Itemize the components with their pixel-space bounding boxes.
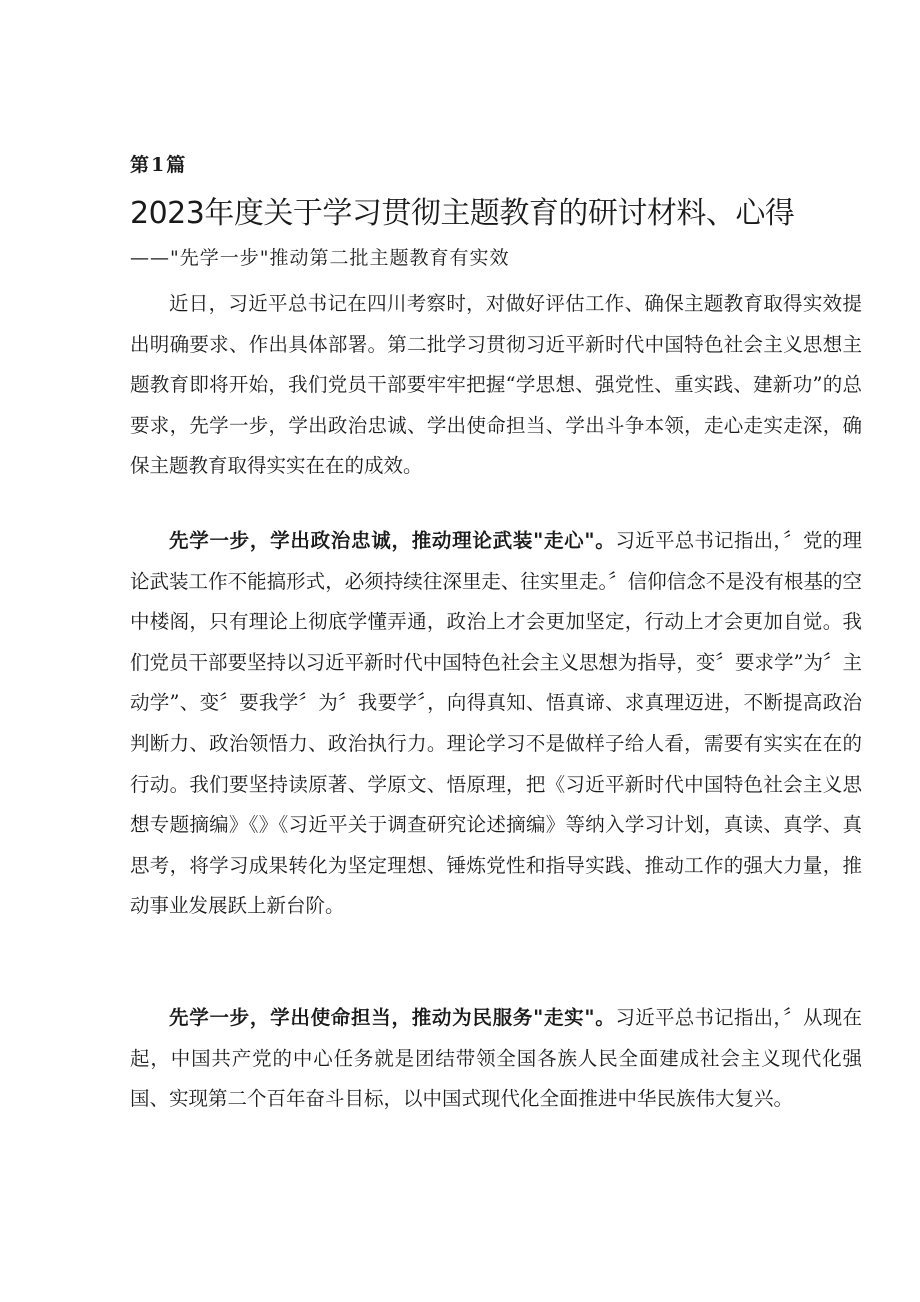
paragraph-1-text: 近日，习近平总书记在四川考察时，对做好评估工作、确保主题教育取得实效提出明确要求、作出具体部署。第二批学习贯彻习近平新时代中国特色社会主义思想主题教育即将开始，我们党员干部要牢牢把握“学思想、强党性、重实践、建新功”的总要求，先学一步，学出政治忠诚、学出使命担当、学出斗争本领，走心走实走深，确保主题教育取得实实在在的成效。 [130, 292, 862, 478]
chapter-label: 第1篇 [130, 154, 188, 176]
paragraph-3 [130, 998, 862, 1120]
document-title: 2023年度关于学习贯彻主题教育的研讨材料、心得 [130, 196, 795, 231]
paragraph-3-lead: 先学一步，学出使命担当，推动为民服务"走实"。 [169, 1006, 616, 1029]
document-subtitle: ——"先学一步"推动第二批主题教育有实效 [130, 247, 510, 269]
paragraph-2-text: 习近平总书记指出，〞党的理论武装工作不能搞形式，必须持续往深里走、往实里走。〞信仰信念不是没有根基的空中楼阁，只有理论上彻底学懂弄通，政治上才会更加坚定，行动上才会更加自觉。我们党员干部要坚持以习近平新时代中国特色社会主义思想为指导，变〞要求学”为〞主动学”、变〞要我学〞为〞我要学〞，向得真知、悟真谛、求真理迈进，不断提高政治判断力、政治领悟力、政治执行力。理论学习不是做样子给人看，需要有实实在在的行动。我们要坚持读原著、学原文、悟原理，把《习近平新时代中国特色社会主义思想专题摘编》《》《习近平关于调查研究论述摘编》等纳入学习计划，真读、真学、真思考，将学习成果转化为坚定理想、锤炼党性和指导实践、推动工作的强大力量，推动事业发展跃上新台阶。 [130, 529, 862, 918]
paragraph-2 [130, 521, 862, 927]
paragraph-3-text: 习近平总书记指出，〞从现在起，中国共产党的中心任务就是团结带领全国各族人民全面建成社会主义现代化强国、实现第二个百年奋斗目标，以中国式现代化全面推进中华民族伟大复兴。 [130, 1006, 862, 1111]
paragraph-1 [130, 284, 862, 487]
paragraph-2-lead: 先学一步，学出政治忠诚，推动理论武装"走心"。 [169, 529, 616, 552]
